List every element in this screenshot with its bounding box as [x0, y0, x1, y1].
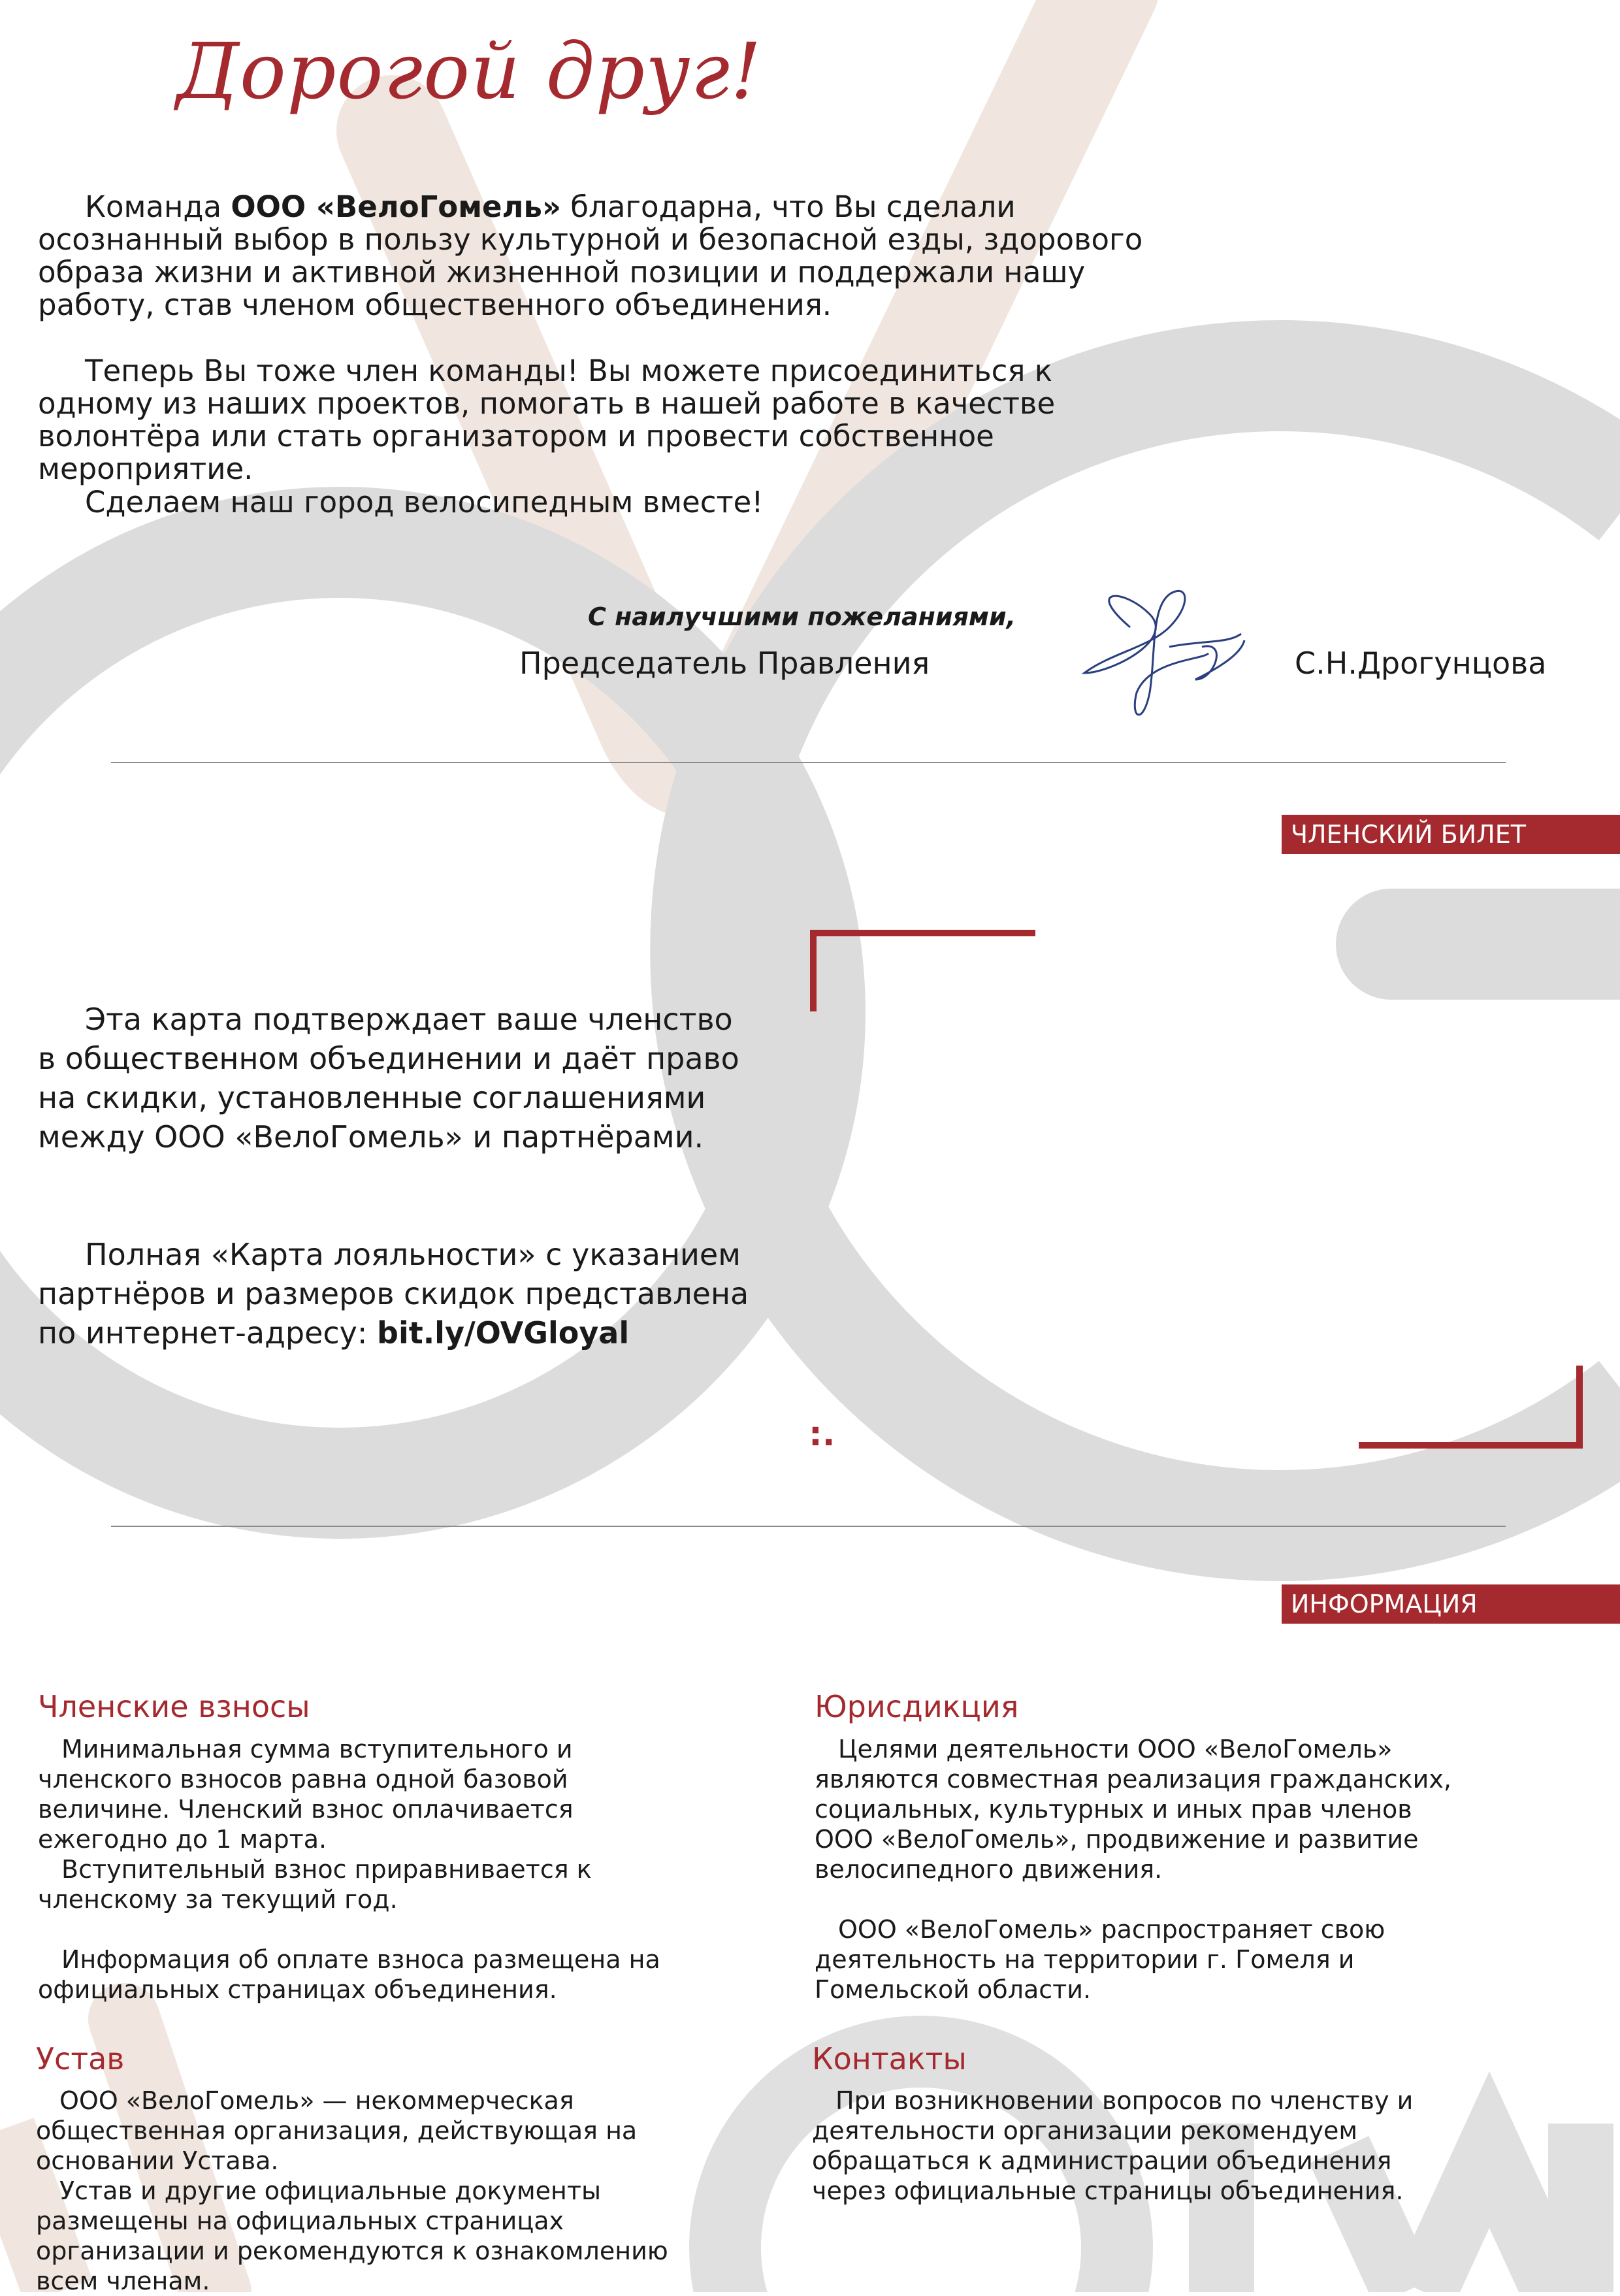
letter-paragraph-2: Теперь Вы тоже член команды! Вы можете присоединиться к одному из наших проектов, помогать в нашей работе в качестве волонтёра или стать организатором и провести собственное мероприятие. [38, 353, 1056, 486]
contacts-paragraph-1: При возникновении вопросов по членству и деятельности организации рекомендуем обращаться к администрации объединения через официальные страницы объединения. [812, 2086, 1414, 2205]
jurisdiction-title: Юрисдикция [815, 1689, 1019, 1724]
contacts-title: Контакты [812, 2041, 967, 2076]
letter-p1-prefix: Команда [85, 189, 231, 224]
charter-block [36, 2086, 683, 2296]
membership-badge: ЧЛЕНСКИЙ БИЛЕТ [1282, 815, 1620, 854]
membership-paragraph-2 [38, 1235, 756, 1353]
charter-paragraph-1: ООО «ВелоГомель» — некоммерческая общественная организация, действующая на основании Устава. [36, 2086, 638, 2175]
letter-paragraph-1 [38, 191, 1174, 321]
fees-title: Членские взносы [38, 1689, 310, 1724]
contacts-block [812, 2086, 1459, 2206]
divider-2 [111, 1526, 1506, 1527]
fees-block [38, 1734, 678, 2005]
organization-name: ООО «ВелоГомель» [231, 189, 561, 224]
signature [1084, 591, 1244, 714]
fees-paragraph-1: Минимальная сумма вступительного и членского взносов равна одной базовой величине. Членский взнос оплачивается ежегодно до 1 марта. [38, 1735, 574, 1854]
divider-1 [111, 762, 1506, 763]
jurisdiction-paragraph-1: Целями деятельности ООО «ВелоГомель» являются совместная реализация гражданских, социальных, культурных и иных прав членов ООО «ВелоГомель», продвижение и развитие велосипедного движения. [815, 1735, 1451, 1884]
info-badge: ИНФОРМАЦИЯ [1282, 1584, 1620, 1624]
greeting-title: Дорогой друг! [176, 26, 762, 116]
membership-p2-text: Полная «Карта лояльности» с указанием партнёров и размеров скидок представлена по интернет-адресу: [38, 1237, 749, 1351]
charter-title: Устав [36, 2041, 125, 2076]
letter-paragraph-3: Сделаем наш город велосипедным вместе! [85, 485, 764, 519]
membership-paragraph-1: Эта карта подтверждает ваше членство в общественном объединении и даёт право на скидки, установленные соглашениями между ООО «ВелоГомель» и партнёрами. [38, 1002, 739, 1155]
regards-line: С наилучшими пожеланиями, [588, 602, 1016, 631]
loyalty-link[interactable]: bit.ly/OVGloyal [377, 1315, 630, 1351]
jurisdiction-block [815, 1734, 1455, 2005]
charter-paragraph-2: Устав и другие официальные документы размещены на официальных страницах организации и рекомендуются к ознакомлению всем членам. [36, 2176, 668, 2295]
frame-dots: :. [809, 1415, 835, 1454]
fees-paragraph-3: Информация об оплате взноса размещена на официальных страницах объединения. [38, 1945, 660, 2004]
signer-name: С.Н.Дрогунцова [1295, 646, 1547, 681]
fees-paragraph-2: Вступительный взнос приравнивается к членскому за текущий год. [38, 1855, 592, 1914]
letter-p1-rest: благодарна, что Вы сделали осознанный выбор в пользу культурной и безопасной езды, здорового образа жизни и активной жизненной позиции и поддержали нашу работу, став членом общественного объединения. [38, 189, 1143, 322]
jurisdiction-paragraph-2: ООО «ВелоГомель» распространяет свою деятельность на территории г. Гомеля и Гомельской области. [815, 1915, 1385, 2004]
signer-position: Председатель Правления [519, 646, 930, 681]
